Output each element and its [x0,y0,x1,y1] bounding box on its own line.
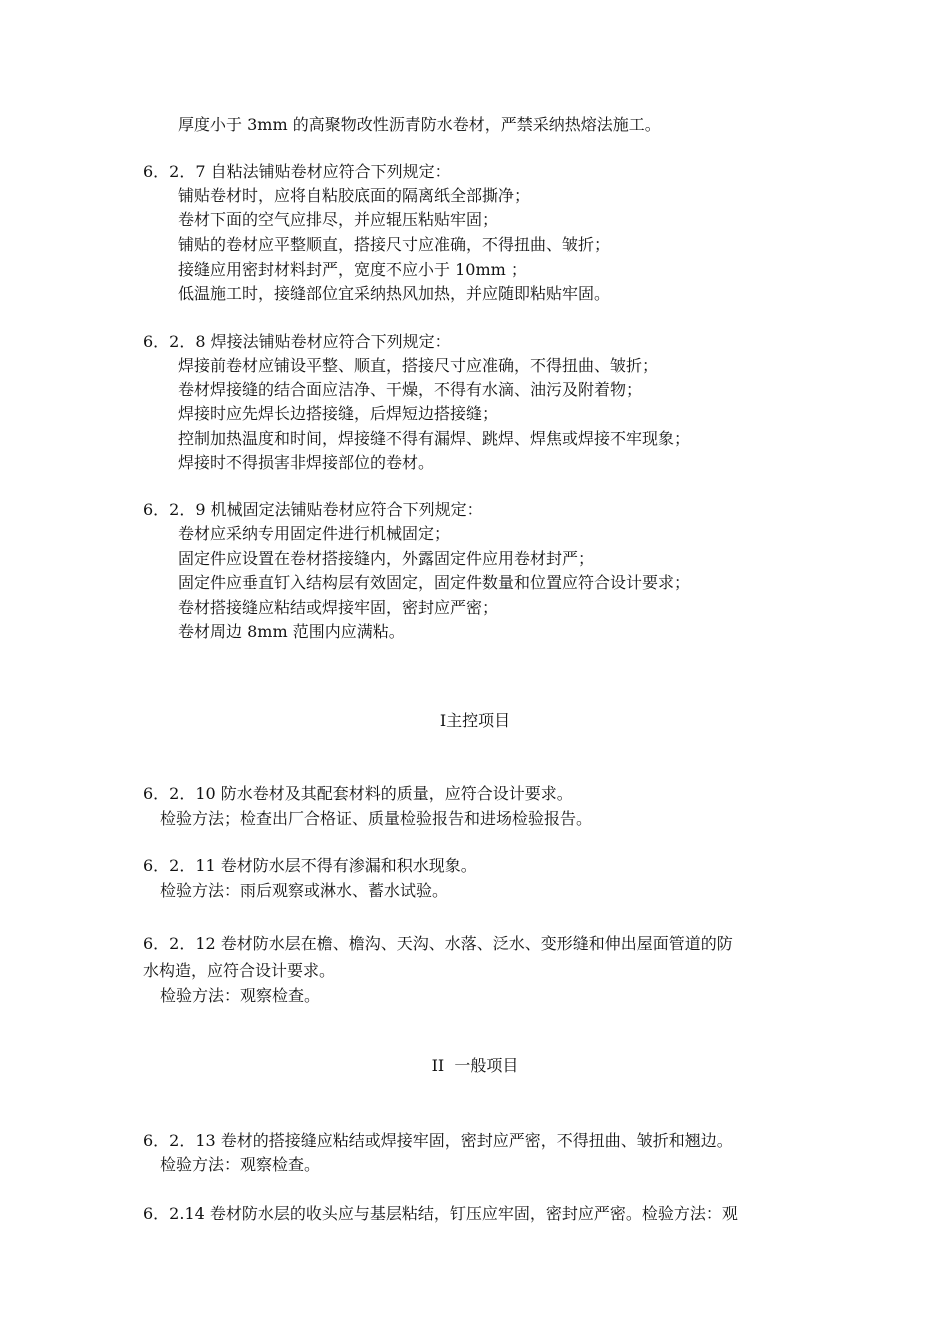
clause-6-2-14-heading: 6．2.14 卷材防水层的收头应与基层粘结，钉压应牢固，密封应严密。检验方法：观 [143,1204,738,1223]
clause-6-2-9-item: 固定件应设置在卷材搭接缝内，外露固定件应用卷材封严； [178,549,595,568]
clause-6-2-12-heading-continued: 水构造，应符合设计要求。 [143,961,336,980]
clause-6-2-9-item: 卷材应采纳专用固定件进行机械固定； [178,524,451,543]
clause-6-2-11-method: 检验方法：雨后观察或淋水、蓄水试验。 [160,881,449,900]
clause-6-2-13-heading: 6．2．13 卷材的搭接缝应粘结或焊接牢固，密封应严密，不得扭曲、皱折和翘边。 [143,1131,733,1150]
clause-6-2-9-item: 卷材周边 8mm 范围内应满粘。 [178,622,405,641]
clause-6-2-7-item: 接缝应用密封材料封严，宽度不应小于 10mm ； [178,260,527,279]
clause-6-2-9-item: 卷材搭接缝应粘结或焊接牢固，密封应严密； [178,598,499,617]
clause-6-2-8-item: 焊接前卷材应铺设平整、顺直，搭接尺寸应准确，不得扭曲、皱折； [178,356,659,375]
clause-6-2-7-item: 铺贴的卷材应平整顺直，搭接尺寸应准确，不得扭曲、皱折； [178,235,611,254]
intro-text: 厚度小于 3mm 的高聚物改性沥青防水卷材，严禁采纳热熔法施工。 [178,115,661,134]
clause-6-2-9-item: 固定件应垂直钉入结构层有效固定，固定件数量和位置应符合设计要求； [178,573,691,592]
clause-6-2-12-heading: 6．2．12 卷材防水层在檐、檐沟、天沟、水落、泛水、变形缝和伸出屋面管道的防 [143,934,733,953]
clause-6-2-11-heading: 6．2．11 卷材防水层不得有渗漏和积水现象。 [143,856,477,875]
clause-6-2-8-item: 卷材焊接缝的结合面应洁净、干燥，不得有水滴、油污及附着物； [178,380,643,399]
clause-6-2-7-item: 铺贴卷材时，应将自粘胶底面的隔离纸全部撕净； [178,186,531,205]
clause-6-2-7-item: 低温施工时，接缝部位宜采纳热风加热，并应随即粘贴牢固。 [178,284,611,303]
clause-6-2-8-item: 控制加热温度和时间，焊接缝不得有漏焊、跳焊、焊焦或焊接不牢现象； [178,429,691,448]
section-title-general-items: II 一般项目 [431,1056,519,1075]
clause-6-2-13-method: 检验方法：观察检查。 [160,1155,321,1174]
clause-6-2-8-item: 焊接时应先焊长边搭接缝，后焊短边搭接缝； [178,404,499,423]
clause-6-2-10-heading: 6．2．10 防水卷材及其配套材料的质量，应符合设计要求。 [143,784,573,803]
clause-6-2-8-heading: 6．2．8 焊接法铺贴卷材应符合下列规定： [143,332,451,351]
clause-6-2-9-heading: 6．2．9 机械固定法铺贴卷材应符合下列规定： [143,500,483,519]
clause-6-2-12-method: 检验方法：观察检查。 [160,986,321,1005]
section-title-main-control-items: Ⅰ主控项目 [439,711,511,730]
clause-6-2-7-item: 卷材下面的空气应排尽，并应辊压粘贴牢固； [178,210,499,229]
clause-6-2-8-item: 焊接时不得损害非焊接部位的卷材。 [178,453,435,472]
clause-6-2-7-heading: 6．2．7 自粘法铺贴卷材应符合下列规定： [143,162,451,181]
clause-6-2-10-method: 检验方法；检查出厂合格证、质量检验报告和进场检验报告。 [160,809,593,828]
